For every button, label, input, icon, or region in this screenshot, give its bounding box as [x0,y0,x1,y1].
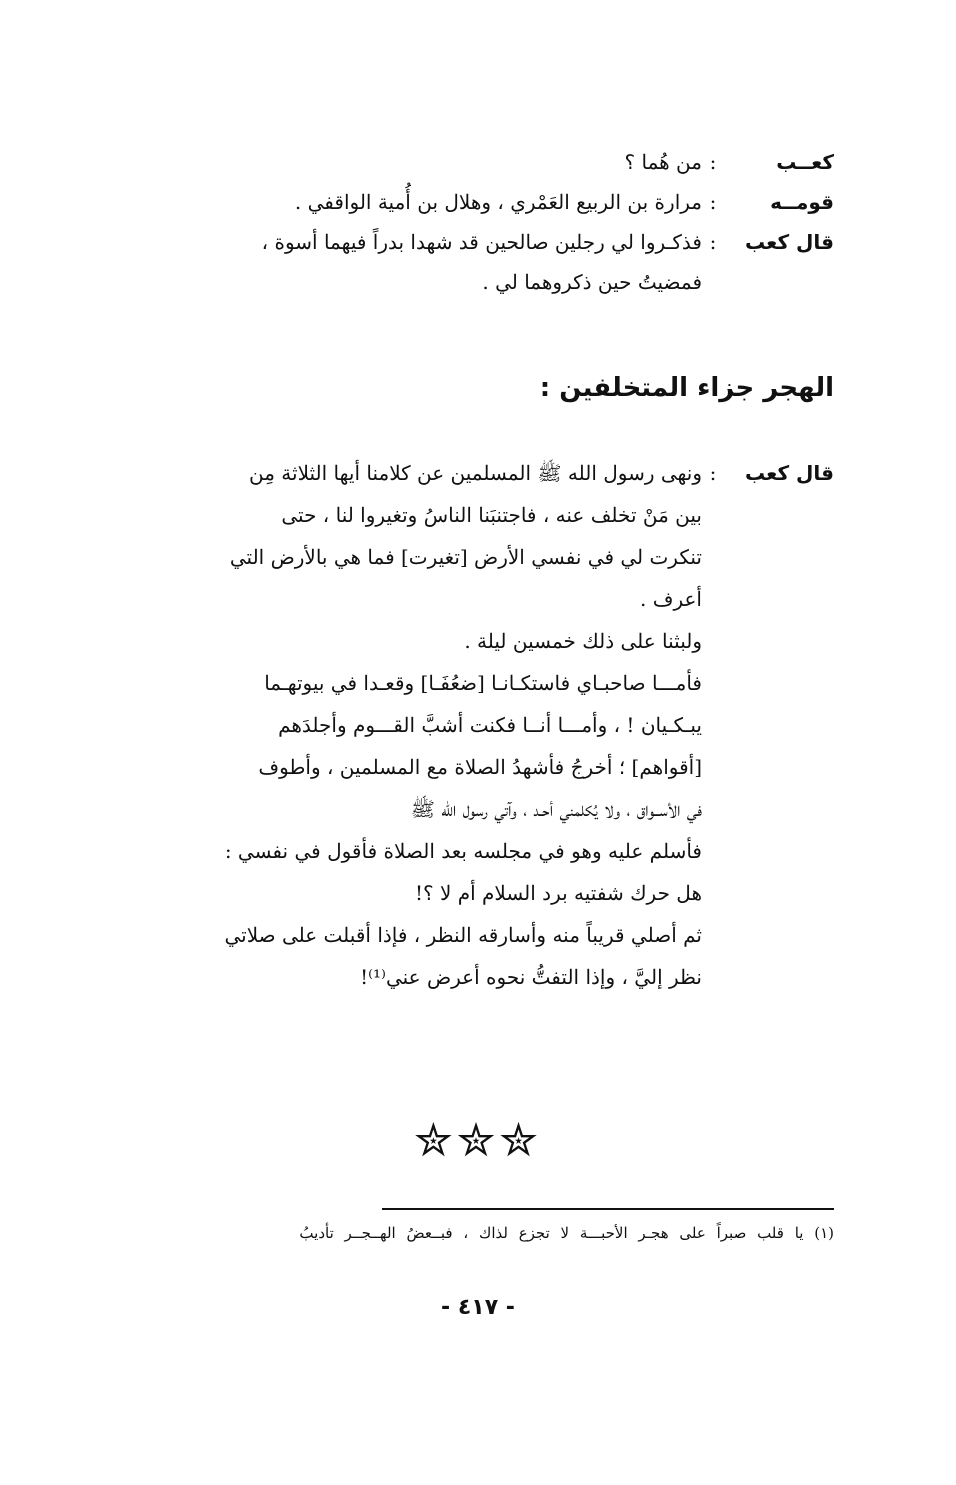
speech-line: يبـكـيان ! ، وأمـــا أنــا فكنت أشبَّ القـــوم وأجلدَهم [278,713,702,737]
speech-line: تنكرت لي في نفسي الأرض [تغيرت] فما هي بالأرض التي [229,545,702,569]
colon-separator: : [709,461,717,485]
dialogue-entry [114,452,834,998]
speech-line: [أقواهم] ؛ أخرجُ فأشهدُ الصلاة مع المسلمين ، وأطوف [258,755,702,779]
speech-line: ونهى رسول الله ﷺ المسلمين عن كلامنا أيها الثلاثة مِن [249,461,702,485]
speech-line: بين مَنْ تخلف عنه ، فاجتنبَنا الناسُ وتغيروا لنا ، حتى [281,503,702,527]
speech-line: فأمـــا صاحبـاي فاستكـانـا [ضعُفَـا] وقعـدا في بيوتهـما [264,671,702,695]
speech-line: فأسلم عليه وهو في مجلسه بعد الصلاة فأقول في نفسي : [224,839,702,863]
colon-separator: : [709,230,717,254]
speech-line: ثم أصلي قريباً منه وأسارقه النظر ، فإذا أقبلت على صلاتي [224,923,702,947]
speech-line: ولبثنا على ذلك خمسين ليلة . [464,629,702,653]
dialogue-block-top [114,142,834,302]
speech-line: من هُما ؟ [624,150,702,174]
star-separator-icon: ✮✮✮ [414,1113,542,1167]
speech-line: فذكـروا لي رجلين صالحين قد شهدا بدراً فيهما أسوة ، [261,230,702,254]
footnote-divider [382,1208,834,1210]
speech-text [222,222,702,302]
dialogue-block-bottom [114,452,834,998]
page-number: - ٤١٧ - [441,1295,515,1320]
speaker-label: كعــب [776,150,834,174]
speech-line: فمضيتُ حين ذكروهما لي . [482,270,702,294]
dialogue-entry [114,182,834,222]
speech-line: في الأســواق ، ولا يُكلمني أحـد ، وآتي رسول الله ﷺ [410,797,702,821]
speech-line: هل حرك شفتيه برد السلام أم لا ؟! [414,881,702,905]
speaker-label: قومــه [770,190,834,214]
dialogue-entry [114,222,834,302]
speech-line: أعرف . [640,587,702,611]
speaker-label: قال كعب [744,461,834,485]
speech-line: نظر إليَّ ، وإذا التفتُّ نحوه أعرض عني⁽¹⁾! [360,965,702,989]
speech-line: مرارة بن الربيع العَمْري ، وهلال بن أُمية الواقفي . [294,190,702,214]
speaker-label: قال كعب [744,230,834,254]
footnote: (١) يا قلب صبراً على هجـر الأحبـــة لا تجزع لذاك ، فبــعضُ الهــجــر تأديبُ [299,1224,834,1242]
speech-text [222,142,702,182]
dialogue-entry [114,142,834,182]
speech-text [222,182,702,222]
colon-separator: : [709,190,717,214]
speech-text [222,452,702,998]
colon-separator: : [709,150,717,174]
section-heading: الهجر جزاء المتخلفين : [539,373,834,403]
